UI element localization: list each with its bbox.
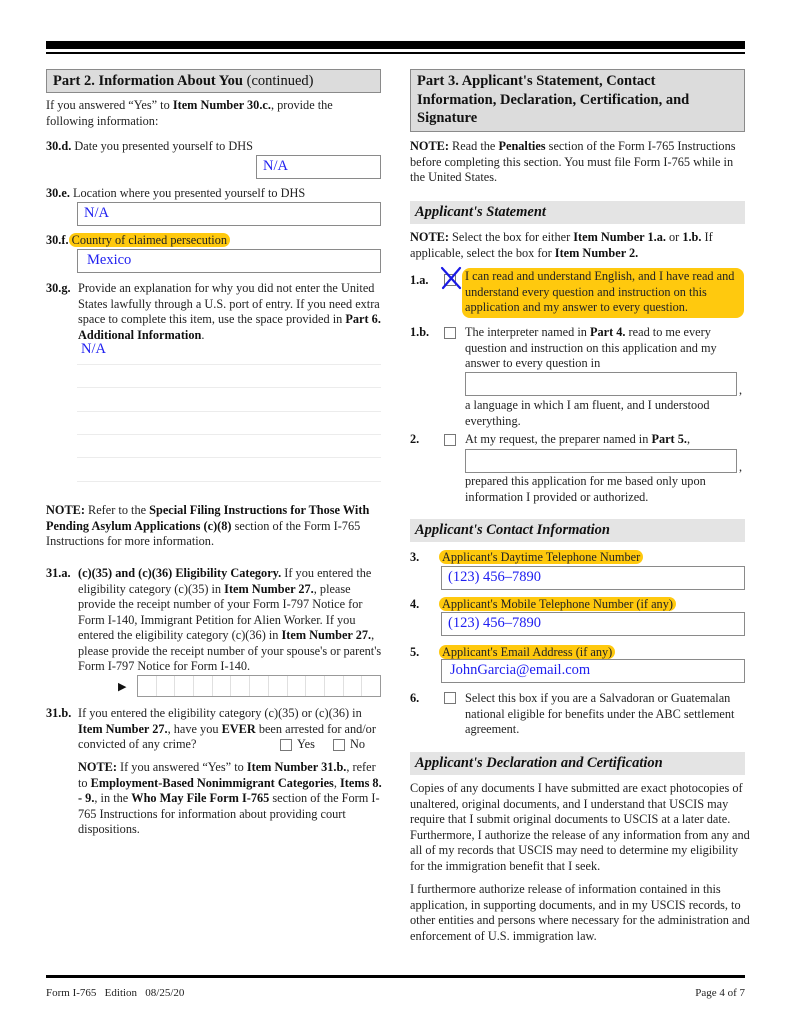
intro-text: If you answered “Yes” to	[46, 98, 173, 112]
label-end: .	[201, 327, 205, 342]
item-ref: Item Number 27.	[224, 581, 314, 596]
receipt-cell	[362, 676, 380, 696]
note-ref: Who May File Form I-765	[131, 791, 270, 805]
receipt-cell	[325, 676, 344, 696]
item-number-4: 4.	[410, 597, 420, 611]
statement-note	[410, 230, 746, 261]
item-number-1b: 1.b.	[410, 325, 430, 339]
note-text: Select the box for either	[448, 230, 574, 244]
part2-header	[46, 69, 381, 93]
item-number: 30.d.	[46, 139, 72, 153]
intro-text-end: , provide the following information:	[46, 98, 333, 128]
note-ref: Employment-Based Nonimmigrant Categories	[90, 775, 334, 790]
daytime-phone-value: (123) 456–7890	[448, 569, 542, 585]
receipt-cell	[194, 676, 213, 696]
item-number-30g: 30.g.	[46, 281, 71, 295]
date-presented-field[interactable]	[256, 155, 381, 179]
language-field[interactable]	[465, 372, 737, 396]
email-field[interactable]	[441, 659, 745, 683]
mobile-phone-value: (123) 456–7890	[448, 615, 542, 631]
location-presented-field[interactable]	[77, 202, 381, 226]
penalties-note	[410, 139, 746, 186]
note-ref: Items 8. - 9.	[78, 775, 382, 805]
receipt-cell	[175, 676, 194, 696]
part2-header-title: Part 2. Information About You	[53, 73, 243, 89]
item-ref: Part 4.	[589, 325, 626, 339]
explanation-textarea[interactable]	[77, 340, 381, 485]
item-1a-text: I can read and understand English, and I have read and understand every question and instruction on this application and my answer to every question.	[465, 269, 735, 314]
preparer-checkbox[interactable]	[444, 434, 456, 446]
country-persecution-value: Mexico	[87, 252, 132, 268]
receipt-number-field[interactable]	[137, 675, 381, 697]
item-number: 30.e.	[46, 186, 70, 200]
note-text: If applicable, select the box for	[410, 230, 713, 260]
note-ref: Item Number 1.a.	[573, 230, 666, 244]
country-persecution-field[interactable]	[77, 249, 381, 273]
arrested-no-checkbox[interactable]	[333, 739, 345, 751]
note-text: , refer to	[78, 760, 376, 790]
note-ref: Special Filing Instructions for Those With Pending Asylum Applications (c)(8)	[46, 503, 370, 533]
label-text: Provide an explanation for why you did not enter the United States lawfully through a U.S. port of entry. If you need extra space to complete this item, use the space provided in	[78, 281, 380, 326]
note-label: NOTE:	[78, 760, 117, 774]
item-1b-continuation: a language in which I am fluent, and I understood everything.	[465, 398, 710, 428]
contact-info-header: Applicant's Contact Information	[410, 519, 745, 542]
label-ref: Part 6. Additional Information	[78, 312, 381, 342]
item-30f-label	[46, 233, 381, 249]
comma: ,	[739, 383, 743, 397]
item-2-text	[465, 432, 745, 448]
receipt-cell	[269, 676, 288, 696]
top-thin-rule	[46, 52, 745, 54]
part2-header-suffix: (continued)	[243, 73, 314, 89]
item-text: The interpreter named in	[465, 325, 590, 339]
arrow-icon: ▶	[118, 681, 127, 693]
note-text: ,	[333, 775, 340, 790]
checkmark-x-icon	[439, 266, 463, 290]
part3-header: Part 3. Applicant's Statement, Contact Information, Declaration, Certification, and Signature	[410, 69, 745, 132]
page-number: Page 4 of 7	[695, 987, 745, 999]
item-number-1a: 1.a.	[410, 273, 429, 287]
note-text: Read the	[448, 139, 499, 153]
textarea-line	[77, 481, 381, 482]
yes-label: Yes	[297, 737, 315, 751]
textarea-line	[77, 434, 381, 435]
receipt-cell	[231, 676, 250, 696]
court-dispositions-note	[78, 760, 384, 838]
applicant-statement-header: Applicant's Statement	[410, 201, 745, 224]
item-text: been arrested for and/or convicted of any crime?	[78, 721, 376, 751]
note-text: Refer to the	[84, 503, 150, 517]
item-number-5: 5.	[410, 645, 420, 659]
note-ref: 1.b.	[682, 230, 702, 244]
item-number-2: 2.	[410, 432, 420, 446]
item-text: If you entered the eligibility category (c)(35) or (c)(36) in	[78, 706, 362, 720]
comma: ,	[739, 460, 743, 474]
receipt-cell	[306, 676, 325, 696]
note-text: , in the	[94, 791, 132, 805]
note-text: If you answered “Yes” to	[116, 760, 247, 774]
note-text-end: section of the Form I-765 Instructions before completing this section. You must file Form I-765 while in the United States.	[410, 139, 736, 184]
textarea-line	[77, 457, 381, 458]
item-label: Date you presented yourself to DHS	[74, 139, 253, 153]
note-text-end: section of the Form I-765 Instructions for more information.	[46, 518, 361, 548]
note-ref: Penalties	[498, 139, 546, 153]
declaration-paragraph-2: I furthermore authorize release of information contained in this application, in supporting documents, and in my USCIS records, to other entities and persons where necessary for the administration and enforcement of U.S. immigration law.	[410, 882, 750, 943]
note-label: NOTE:	[410, 230, 449, 244]
receipt-cell	[344, 676, 363, 696]
item-number-31a: 31.a.	[46, 566, 71, 580]
asylum-note	[46, 503, 382, 550]
mobile-phone-label	[442, 597, 676, 613]
form-edition: Form I-765 Edition 08/25/20	[46, 987, 185, 999]
arrested-yes-checkbox[interactable]	[280, 739, 292, 751]
item-text: If you entered the eligibility category (c)(35) in	[78, 566, 372, 596]
interpreter-checkbox[interactable]	[444, 327, 456, 339]
preparer-field[interactable]	[465, 449, 737, 473]
declaration-header: Applicant's Declaration and Certification	[410, 752, 745, 775]
item-30e-label	[46, 186, 381, 202]
receipt-cell	[288, 676, 307, 696]
receipt-cell	[157, 676, 176, 696]
item-6-text: Select this box if you are a Salvadoran or Guatemalan national eligible for benefits under the ABC settlement agreement.	[465, 691, 735, 736]
item-text: , please provide the receipt number of your Form I-797 Notice for Form I-140, Immigrant Petition for Alien Worker. If you entered the eligibility category (c)(36) in	[78, 581, 363, 642]
note-label: NOTE:	[46, 503, 85, 517]
note-ref: Item Number 31.b.	[246, 760, 347, 774]
note-label: NOTE:	[410, 139, 449, 153]
item-1b-text	[465, 325, 745, 372]
item-number-6: 6.	[410, 691, 420, 705]
note-text-end: section of the Form I-765 Instructions for information about providing court dispositions.	[78, 791, 380, 836]
highlighted-label: Applicant's Email Address (if any)	[439, 645, 615, 659]
part2-intro	[46, 98, 366, 129]
highlighted-label: Applicant's Mobile Telephone Number (if any)	[439, 597, 676, 611]
date-presented-value: N/A	[263, 158, 288, 174]
receipt-cell	[138, 676, 157, 696]
textarea-line	[77, 364, 381, 365]
item-31a-text	[78, 566, 384, 675]
item-text: , please provide the receipt number of your spouse's or parent's Form I-797 Notice for Form I-140.	[78, 628, 382, 673]
email-value: JohnGarcia@email.com	[450, 662, 591, 678]
item-30g-label	[78, 281, 383, 343]
textarea-line	[77, 411, 381, 412]
item-label: Location where you presented yourself to DHS	[72, 186, 306, 200]
item-text: read to me every question and instruction on this application and my answer to every question in	[465, 325, 717, 370]
highlighted-label: Applicant's Daytime Telephone Number	[439, 550, 643, 564]
daytime-phone-field[interactable]	[441, 566, 745, 590]
item-number: 30.f.	[46, 233, 69, 247]
item-emphasis: EVER	[221, 721, 256, 736]
item-text: ,	[686, 432, 691, 446]
footer-rule	[46, 975, 745, 978]
item-ref: Item Number 27.	[281, 628, 372, 642]
item-2-continuation: prepared this application for me based only upon information I provided or authorized.	[465, 474, 706, 504]
note-text: or	[665, 230, 683, 244]
item-number-31b: 31.b.	[46, 706, 72, 720]
no-label: No	[350, 737, 366, 751]
explanation-value: N/A	[81, 341, 106, 357]
declaration-paragraph-1: Copies of any documents I have submitted are exact photocopies of unaltered, original documents, and I understand that USCIS may require that I submit original documents to USCIS at a later date. Furthermore, I authorize the release of any information from any and all of my records that USCIS may need to determine my eligibility for the immigration benefit that I seek.	[410, 781, 750, 873]
intro-item-ref: Item Number 30.c.	[172, 98, 271, 112]
receipt-cell	[213, 676, 232, 696]
daytime-phone-label	[442, 550, 643, 566]
textarea-line	[77, 387, 381, 388]
item-ref: Item Number 27.	[78, 721, 168, 736]
item-text: At my request, the preparer named in	[465, 432, 652, 446]
item-text: , have you	[167, 721, 222, 736]
location-presented-value: N/A	[84, 205, 109, 221]
item-30d-label	[46, 139, 381, 155]
highlighted-label: Country of claimed persecution	[69, 233, 230, 247]
abc-settlement-checkbox[interactable]	[444, 692, 456, 704]
item-ref: Part 5.	[651, 432, 687, 446]
receipt-cell	[250, 676, 269, 696]
note-ref: Item Number 2.	[554, 245, 639, 260]
item-title: (c)(35) and (c)(36) Eligibility Category.	[78, 566, 282, 580]
top-thick-rule	[46, 41, 745, 49]
mobile-phone-field[interactable]	[441, 612, 745, 636]
item-number-3: 3.	[410, 550, 420, 564]
